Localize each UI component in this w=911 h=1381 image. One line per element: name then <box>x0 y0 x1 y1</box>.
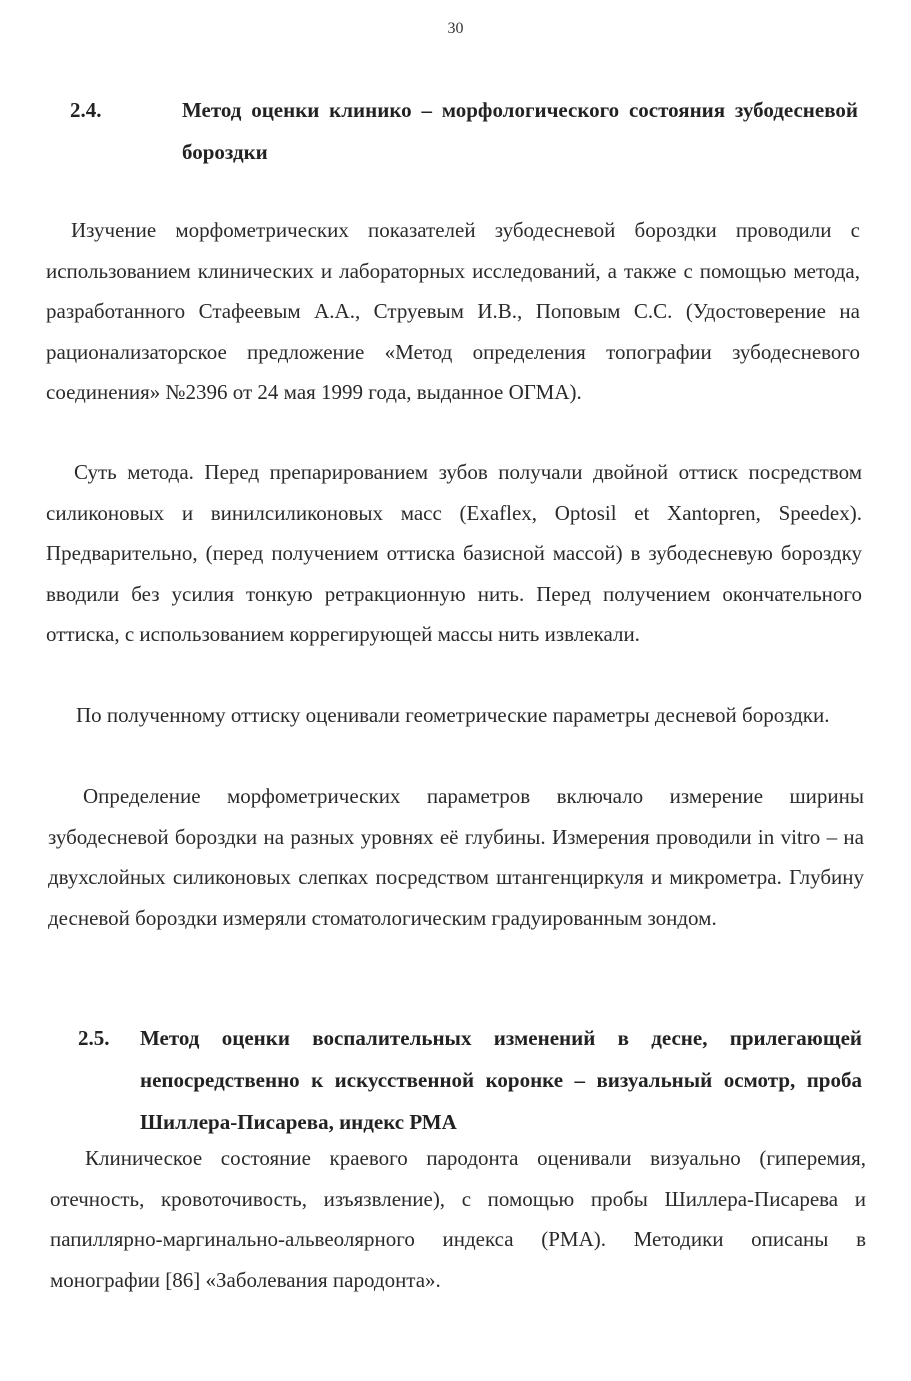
section-2-4-number: 2.4. <box>70 98 102 122</box>
page-number: 30 <box>447 20 464 37</box>
section-2-5-number: 2.5. <box>78 1026 110 1050</box>
paragraph-morphometry-study: Изучение морфометрических показателей зубодесневой бороздки проводили с использованием клинических и лабораторных исследований, а также с помощью метода, разработанного Стафеевым А.А., Струевым И.В., Поповым С.С. (Удостоверение на рационализаторское предложение «Метод определения топографии зубодесневого соединения» №2396 от 24 мая 1999 года, выданное ОГМА). <box>46 218 860 404</box>
section-2-4-title: Метод оценки клинико – морфологического состояния зубодесневой бороздки <box>182 98 858 164</box>
paragraph-clinical-state: Клиническое состояние краевого пародонта оценивали визуально (гиперемия, отечность, кровоточивость, изъязвление), с помощью пробы Шиллера-Писарева и папиллярно-маргинально-альвеолярного индекса (РМА). Методики описаны в монографии [86] «Заболевания пародонта». <box>50 1146 866 1292</box>
paragraph-impression-evaluation: По полученному оттиску оценивали геометрические параметры десневой бороздки. <box>76 703 830 727</box>
section-2-5-title: Метод оценки воспалительных изменений в десне, прилегающей непосредственно к искусственной коронке – визуальный осмотр, проба Шиллера-Писарева, индекс РМА <box>140 1026 862 1134</box>
paragraph-method-essence: Суть метода. Перед препарированием зубов получали двойной оттиск посредством силиконовых и винилсиликоновых масс (Exaflex, Optosil et Xantopren, Speedex). Предварительно, (перед получением оттиска базисной массой) в зубодесневую бороздку вводили без усилия тонкую ретракционную нить. Перед получением окончательного оттиска, с использованием коррегирующей массы нить извлекали. <box>46 460 862 646</box>
paragraph-morphometric-parameters: Определение морфометрических параметров включало измерение ширины зубодесневой бороздки на разных уровнях её глубины. Измерения проводили in vitro – на двухслойных силиконовых слепках посредством штангенциркуля и микрометра. Глубину десневой бороздки измеряли стоматологическим градуированным зондом. <box>48 784 864 930</box>
